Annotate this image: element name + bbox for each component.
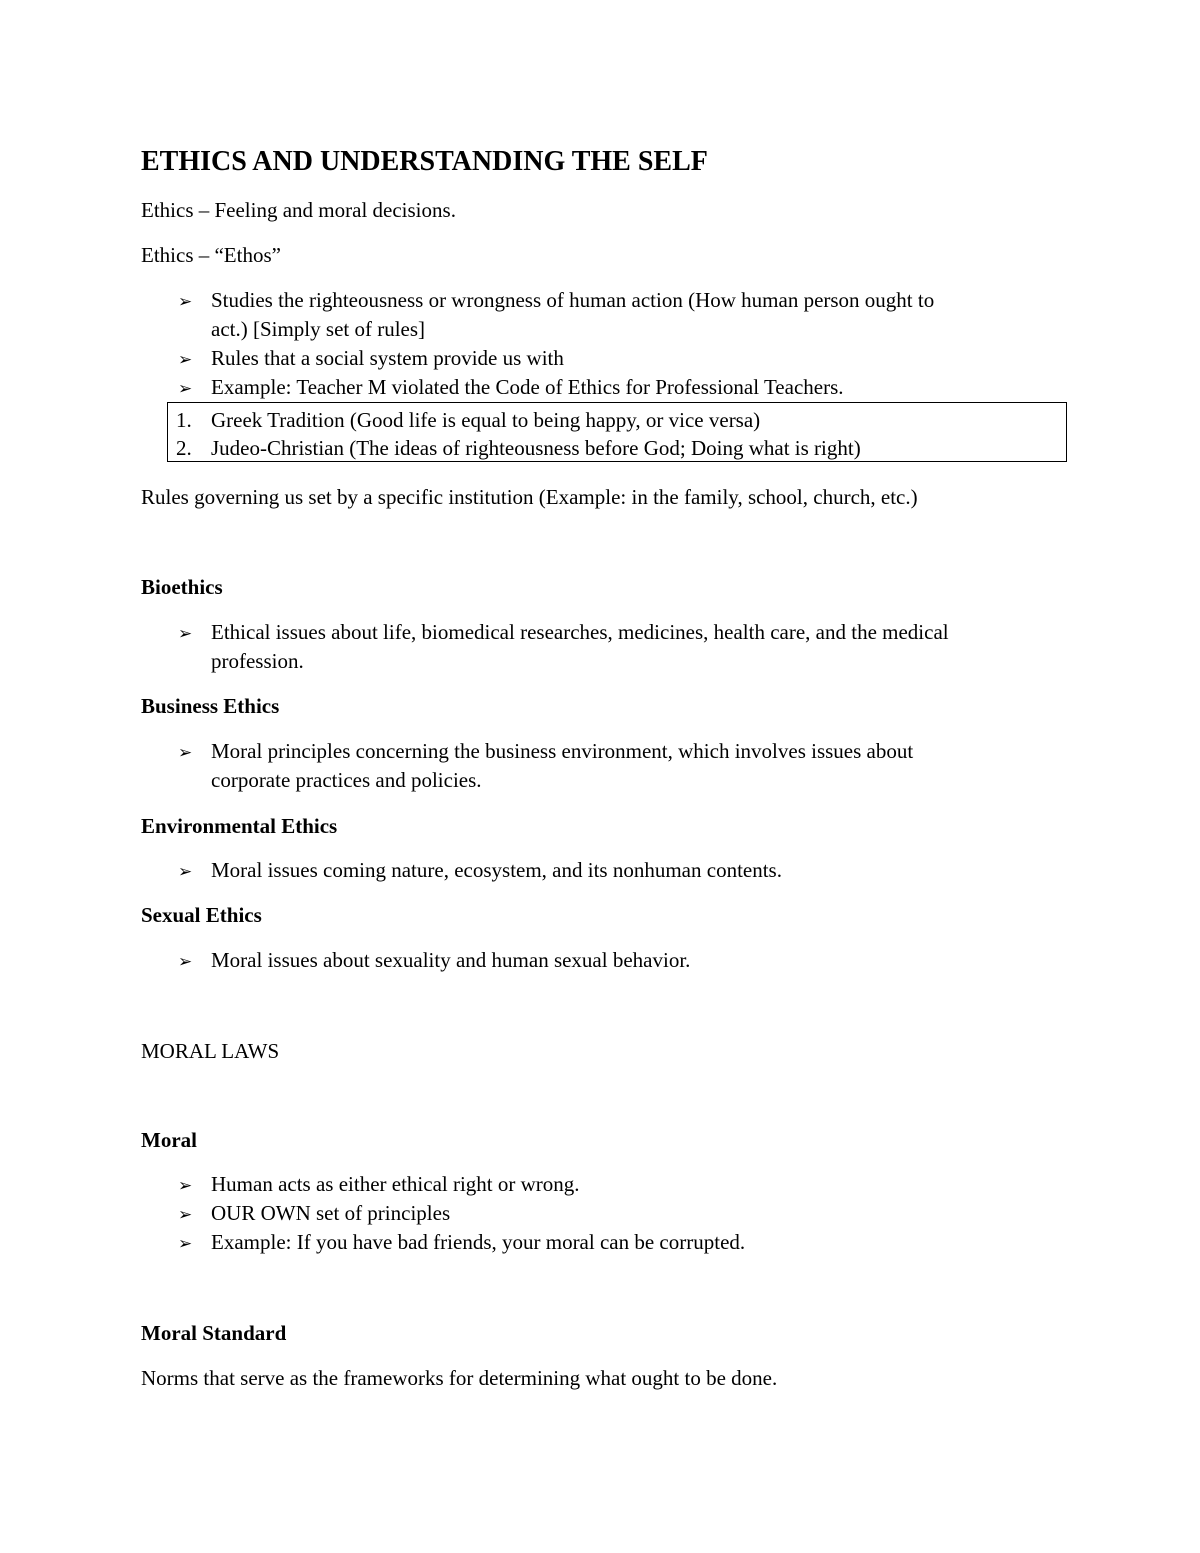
list-number: 2.	[176, 436, 192, 460]
bullet-arrow-icon: ➢	[178, 952, 193, 971]
list-item: Moral issues about sexuality and human sexual behavior.	[211, 948, 691, 972]
moral-standard-paragraph: Norms that serve as the frameworks for determining what ought to be done.	[141, 1366, 778, 1390]
moral-laws-heading: MORAL LAWS	[141, 1039, 280, 1063]
document-title: ETHICS AND UNDERSTANDING THE SELF	[141, 146, 708, 177]
tradition-item: Judeo-Christian (The ideas of righteousness before God; Doing what is right)	[211, 436, 861, 460]
section-heading-business-ethics: Business Ethics	[141, 694, 280, 718]
list-item: Rules that a social system provide us with	[211, 346, 564, 370]
list-number: 1.	[176, 408, 192, 432]
list-item: Studies the righteousness or wrongness of human action (How human person ought to	[211, 288, 935, 312]
ethics-definition: Ethics – Feeling and moral decisions.	[141, 198, 456, 222]
list-item: Example: If you have bad friends, your moral can be corrupted.	[211, 1230, 746, 1254]
bullet-arrow-icon: ➢	[178, 1234, 193, 1253]
rules-paragraph: Rules governing us set by a specific institution (Example: in the family, school, church, etc.)	[141, 485, 918, 509]
list-item-continuation: corporate practices and policies.	[211, 768, 482, 792]
list-item: Human acts as either ethical right or wrong.	[211, 1172, 580, 1196]
list-item: Moral issues coming nature, ecosystem, and its nonhuman contents.	[211, 858, 782, 882]
tradition-item: Greek Tradition (Good life is equal to being happy, or vice versa)	[211, 408, 761, 432]
bullet-arrow-icon: ➢	[178, 1176, 193, 1195]
bullet-arrow-icon: ➢	[178, 862, 193, 881]
section-heading-sexual-ethics: Sexual Ethics	[141, 903, 262, 927]
list-item: Example: Teacher M violated the Code of Ethics for Professional Teachers.	[211, 375, 844, 399]
list-item-continuation: act.) [Simply set of rules]	[211, 317, 426, 341]
list-item: Ethical issues about life, biomedical researches, medicines, health care, and the medical	[211, 620, 949, 644]
list-item-continuation: profession.	[211, 649, 304, 673]
bullet-arrow-icon: ➢	[178, 350, 193, 369]
bullet-arrow-icon: ➢	[178, 1205, 193, 1224]
bullet-arrow-icon: ➢	[178, 292, 193, 311]
bullet-arrow-icon: ➢	[178, 743, 193, 762]
bullet-arrow-icon: ➢	[178, 624, 193, 643]
section-heading-moral-standard: Moral Standard	[141, 1321, 287, 1345]
section-heading-environmental-ethics: Environmental Ethics	[141, 814, 338, 838]
section-heading-bioethics: Bioethics	[141, 575, 223, 599]
ethics-etymology: Ethics – “Ethos”	[141, 243, 281, 267]
section-heading-moral: Moral	[141, 1128, 197, 1152]
list-item: Moral principles concerning the business environment, which involves issues about	[211, 739, 914, 763]
bullet-arrow-icon: ➢	[178, 379, 193, 398]
list-item: OUR OWN set of principles	[211, 1201, 451, 1225]
